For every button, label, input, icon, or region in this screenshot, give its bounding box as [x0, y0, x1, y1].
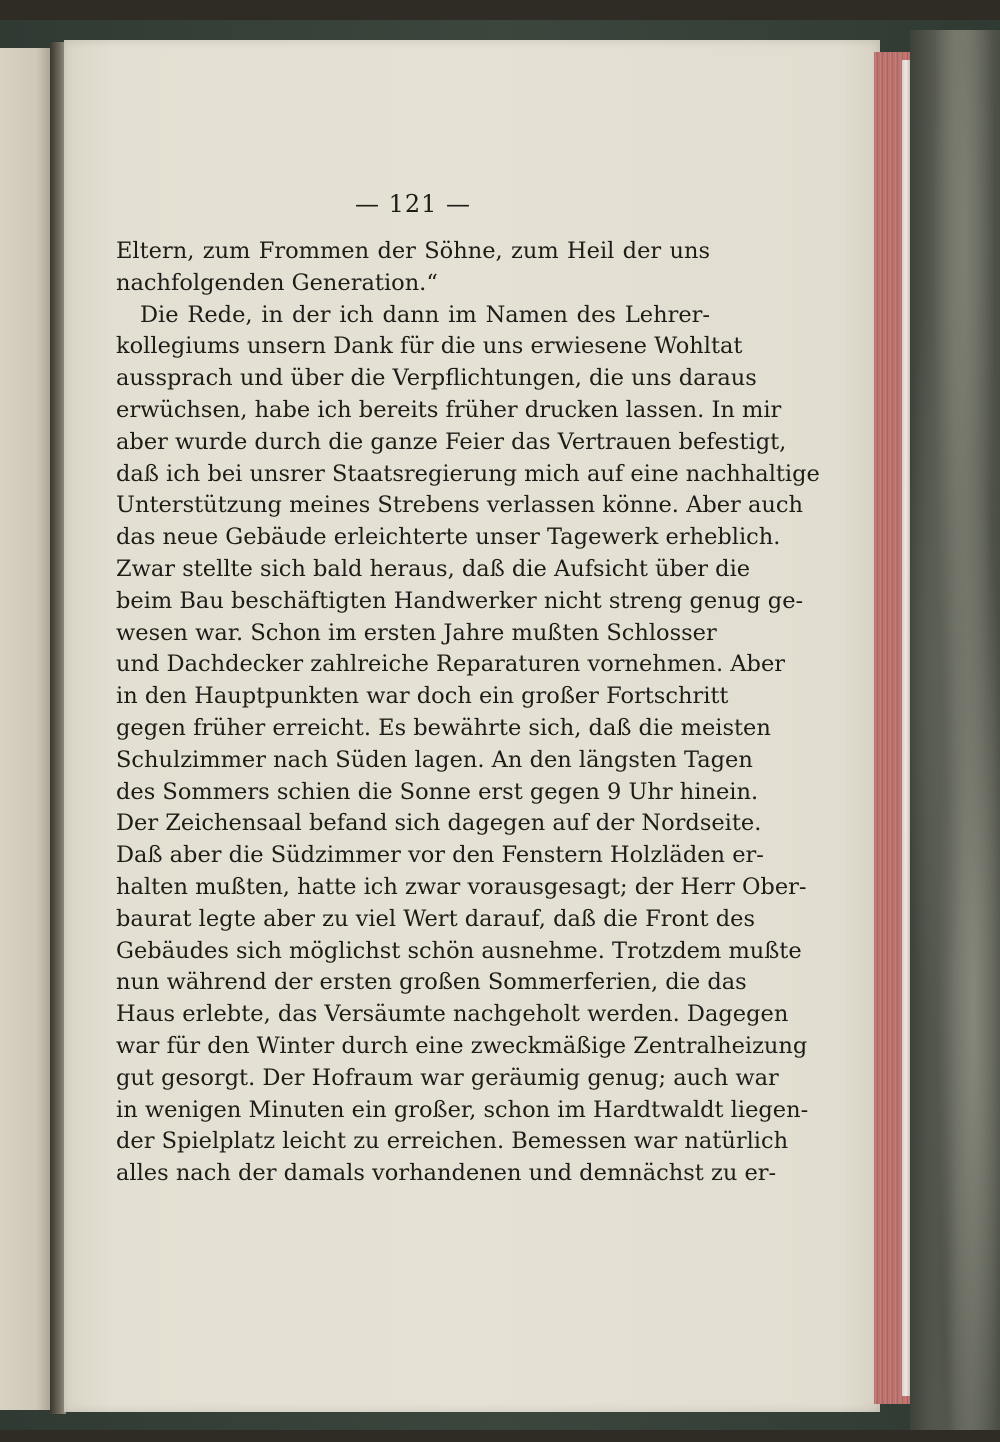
- text-line: gegen früher erreicht. Es bewährte sich, daß die meisten: [116, 714, 771, 741]
- text-line: Haus erlebte, das Versäumte nachgeholt werden. Dagegen: [116, 1001, 789, 1028]
- text-line: in wenigen Minuten ein großer, schon im Hardtwaldt liegen-: [116, 1096, 809, 1123]
- left-facing-page: [0, 48, 52, 1410]
- text-line: Schulzimmer nach Süden lagen. An den längsten Tagen: [116, 746, 753, 773]
- text-line: der Spielplatz leicht zu erreichen. Bemessen war natürlich: [116, 1128, 789, 1155]
- text-line: Der Zeichensaal befand sich dagegen auf der Nordseite.: [116, 810, 762, 837]
- text-line: nun während der ersten großen Sommerferien, die das: [116, 969, 747, 996]
- text-line: wesen war. Schon im ersten Jahre mußten Schlosser: [116, 619, 717, 646]
- text-line: halten mußten, hatte ich zwar vorausgesagt; der Herr Ober-: [116, 873, 807, 900]
- text-line: das neue Gebäude erleichterte unser Tagewerk erheblich.: [116, 524, 781, 551]
- text-line: und Dachdecker zahlreiche Reparaturen vornehmen. Aber: [116, 651, 786, 678]
- text-line: erwüchsen, habe ich bereits früher drucken lassen. In mir: [116, 396, 782, 423]
- marbled-cover: [910, 30, 1000, 1430]
- text-line: Die Rede, in der ich dann im Namen des Lehrer-: [140, 301, 710, 328]
- page-text: [116, 236, 820, 1190]
- page-number-header: — 121 —: [354, 190, 472, 218]
- text-line: daß ich bei unsrer Staatsregierung mich auf eine nachhaltige: [116, 460, 820, 487]
- text-line: alles nach der damals vorhandenen und demnächst zu er-: [116, 1160, 777, 1187]
- page-edge-highlight: [902, 60, 910, 1396]
- text-line: baurat legte aber zu viel Wert darauf, daß die Front des: [116, 905, 755, 932]
- text-line: Gebäudes sich möglichst schön ausnehme. Trotzdem mußte: [116, 937, 802, 964]
- text-line: Daß aber die Südzimmer vor den Fenstern Holzläden er-: [116, 842, 764, 869]
- text-line: Eltern, zum Frommen der Söhne, zum Heil der uns: [116, 238, 710, 264]
- text-line: Zwar stellte sich bald heraus, daß die Aufsicht über die: [116, 555, 751, 582]
- text-line: aussprach und über die Verpflichtungen, die uns daraus: [116, 365, 757, 392]
- text-line: Unterstützung meines Strebens verlassen könne. Aber auch: [116, 492, 803, 519]
- text-line: in den Hauptpunkten war doch ein großer Fortschritt: [116, 683, 729, 710]
- text-line: aber wurde durch die ganze Feier das Vertrauen befestigt,: [116, 428, 787, 455]
- text-line: des Sommers schien die Sonne erst gegen 9 Uhr hinein.: [116, 778, 759, 805]
- text-line: kollegiums unsern Dank für die uns erwiesene Wohltat: [116, 333, 743, 360]
- text-line: gut gesorgt. Der Hofraum war geräumig genug; auch war: [116, 1064, 779, 1091]
- text-line: war für den Winter durch eine zweckmäßige Zentralheizung: [116, 1032, 808, 1059]
- text-line: beim Bau beschäftigten Handwerker nicht streng genug ge-: [116, 587, 804, 614]
- text-line: nachfolgenden Generation.“: [116, 269, 438, 296]
